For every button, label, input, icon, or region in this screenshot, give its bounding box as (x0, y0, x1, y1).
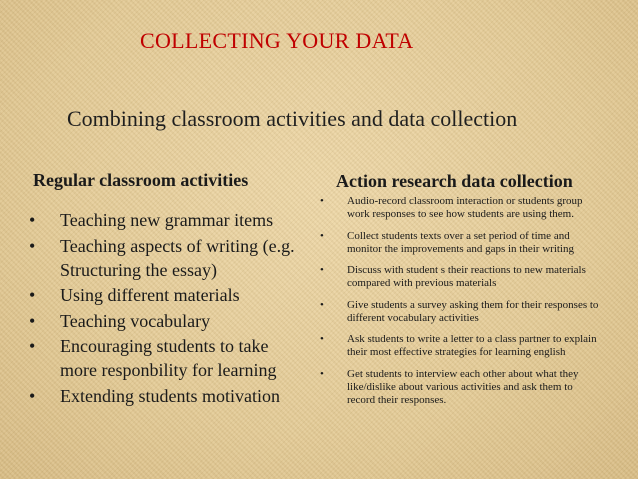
bullet-icon: • (320, 333, 324, 345)
bullet-icon: • (320, 195, 324, 207)
slide-subtitle: Combining classroom activities and data collection (67, 106, 518, 131)
bullet-icon: • (320, 229, 324, 242)
list-item (29, 334, 309, 382)
bullet-icon: • (29, 235, 36, 256)
list-item-text: Teaching aspects of writing (e.g. Structuring the essay) (60, 235, 295, 280)
list-item-text: Get students to interview each other about what they like/dislike about various activities and ask them to record their responses. (347, 367, 579, 406)
list-item (318, 333, 603, 359)
bullet-icon: • (29, 285, 36, 305)
list-item (318, 264, 603, 290)
list-item-text: Teaching vocabulary (60, 310, 211, 331)
list-item-text: Extending students motivation (60, 385, 280, 406)
data-collection-list (318, 195, 603, 415)
list-item-text: Give students a survey asking them for their responses to different vocabulary activities (347, 298, 599, 324)
list-item (29, 384, 309, 408)
list-item-text: Collect students texts over a set period of time and monitor the improvements and gaps in their writing (347, 229, 574, 255)
list-item (29, 283, 309, 307)
list-item (29, 309, 309, 333)
list-item (318, 195, 603, 221)
bullet-icon: • (29, 336, 36, 356)
list-item-text: Ask students to write a letter to a class partner to explain their most effective strategies for learning english (347, 333, 597, 359)
slide-title: COLLECTING YOUR DATA (140, 28, 414, 53)
list-item-text: Using different materials (60, 285, 240, 305)
list-item-text: Discuss with student s their reactions to new materials compared with previous materials (347, 264, 586, 290)
list-item-text: Teaching new grammar items (60, 210, 274, 230)
bullet-icon: • (29, 210, 36, 230)
list-item (29, 208, 309, 232)
list-item-text: Encouraging students to take more responbility for learning (60, 336, 277, 380)
list-item (318, 230, 603, 256)
bullet-icon: • (29, 385, 36, 406)
right-column-heading: Action research data collection (336, 171, 573, 191)
regular-activities-list (29, 208, 309, 409)
bullet-icon: • (320, 367, 324, 380)
list-item (318, 368, 603, 408)
bullet-icon: • (320, 264, 324, 276)
list-item (318, 299, 603, 325)
bullet-icon: • (29, 310, 36, 331)
bullet-icon: • (320, 298, 324, 311)
left-column-heading: Regular classroom activities (33, 170, 249, 190)
list-item (29, 234, 309, 282)
list-item-text: Audio-record classroom interaction or students group work responses to see how students are using them. (347, 195, 583, 221)
